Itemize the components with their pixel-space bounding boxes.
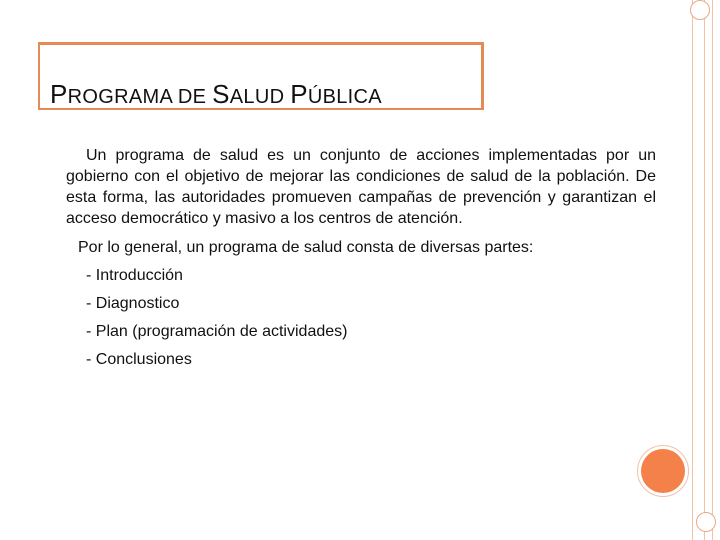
- slide-title: [50, 79, 382, 110]
- title-box: [38, 42, 484, 110]
- list-item: - Diagnostico: [86, 295, 180, 312]
- title-word: ÚBLICA: [307, 86, 382, 108]
- title-word: ROGRAMA: [67, 86, 172, 108]
- list-item: - Plan (programación de actividades): [86, 323, 348, 340]
- list-item: - Introducción: [86, 267, 183, 284]
- title-initial: P: [50, 79, 68, 109]
- decorative-line: [692, 0, 693, 540]
- decorative-line: [704, 0, 705, 540]
- title-word: DE: [172, 86, 213, 108]
- parts-list: [86, 262, 656, 374]
- decorative-orange-dot: [641, 449, 685, 493]
- title-initial: S: [212, 79, 230, 109]
- body-paragraph: Un programa de salud es un conjunto de acciones implementadas por un gobierno con el objetivo de mejorar las condiciones de salud de la población. De esta forma, las autoridades promueven campañas de prevención y garantizan el acceso democrático y masivo a los centros de atención.: [66, 147, 656, 227]
- title-word: ALUD: [229, 86, 285, 108]
- decorative-line: [712, 0, 713, 540]
- decorative-ring: [696, 512, 716, 532]
- decorative-ring: [690, 0, 710, 20]
- list-intro: Por lo general, un programa de salud consta de diversas partes:: [78, 239, 534, 256]
- list-item: - Conclusiones: [86, 351, 192, 368]
- slide-body: [66, 145, 656, 374]
- title-initial: P: [290, 79, 308, 109]
